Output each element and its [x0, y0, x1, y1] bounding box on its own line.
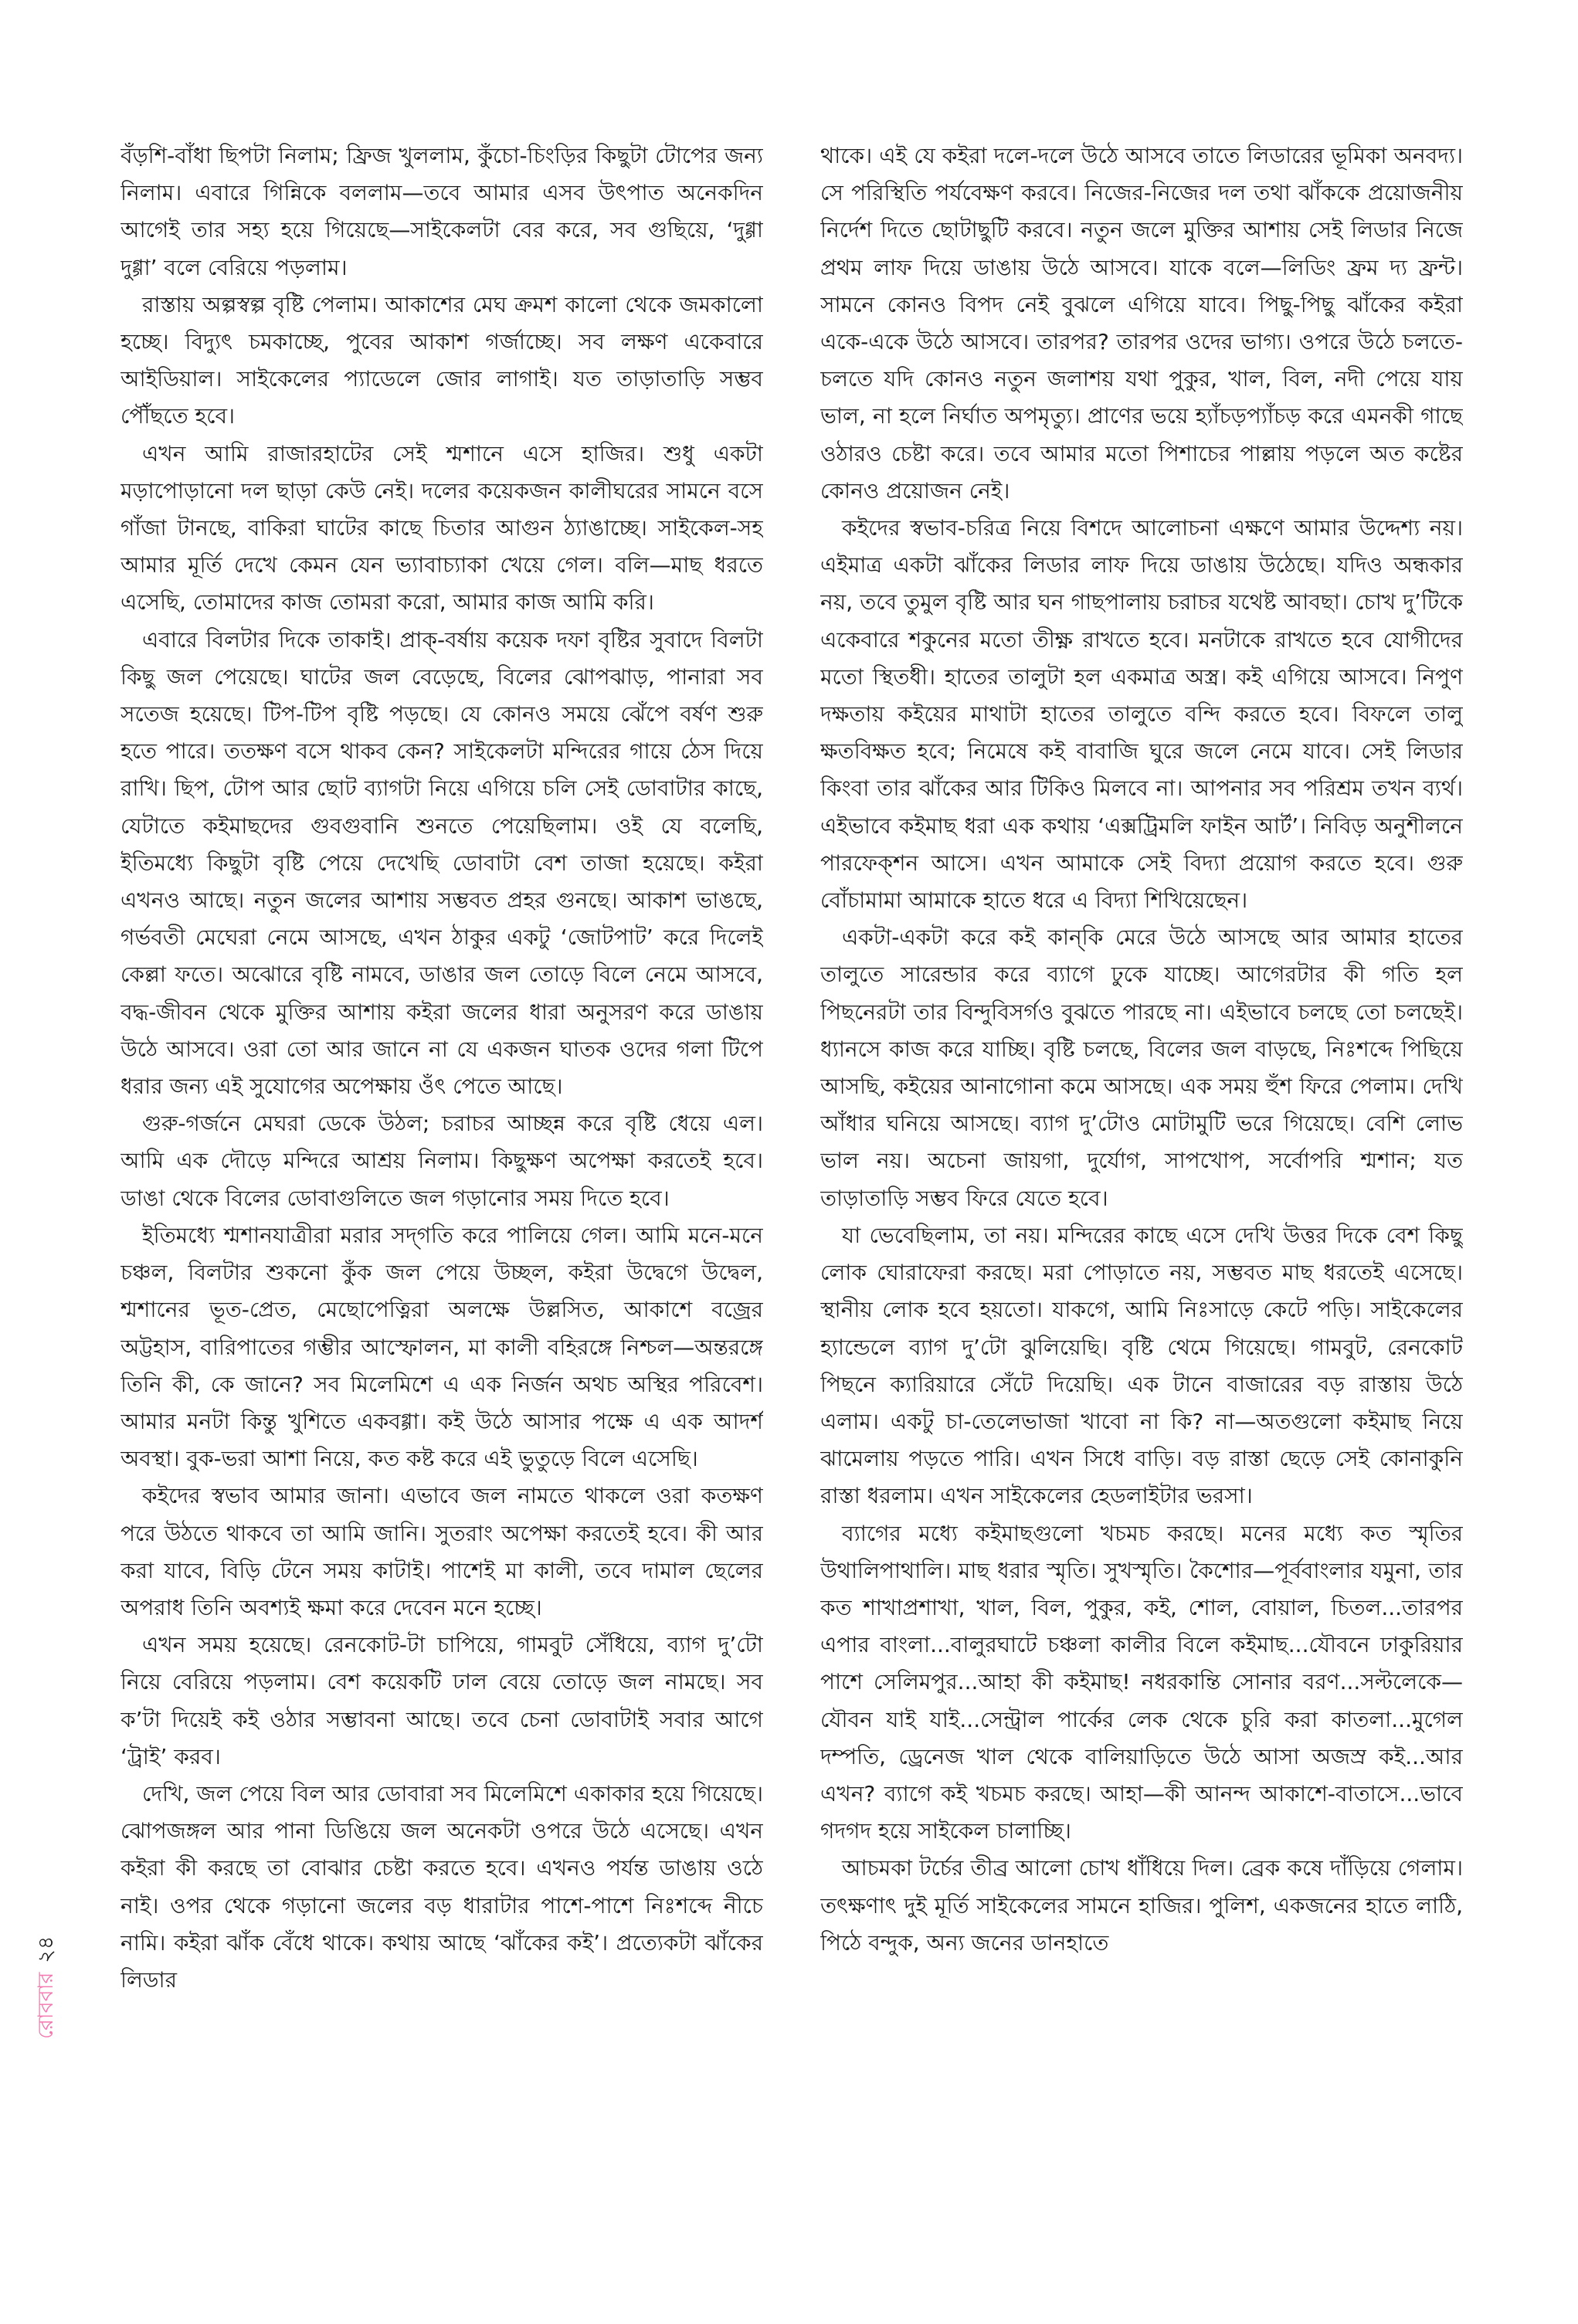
paragraph: কইদের স্বভাব আমার জানা। এভাবে জল নামতে থাকলে ওরা কতক্ষণ পরে উঠতে থাকবে তা আমি জানি। সুতরাং অপেক্ষা করতেই হবে। কী আর করা যাবে, বিড়ি টেনে সময় কাটাই। পাশেই মা কালী, তবে দামাল ছেলের অপরাধ তিনি অবশ্যই ক্ষমা করে দেবেন মনে হচ্ছে।: [120, 1483, 763, 1620]
magazine-title: রোববার: [34, 1972, 58, 2039]
paragraph: এখন সময় হয়েছে। রেনকোট-টা চাপিয়ে, গামবুট সেঁধিয়ে, ব্যাগ দু’টো নিয়ে বেরিয়ে পড়লাম। বেশ কয়েকটি ঢাল বেয়ে তোড়ে জল নামছে। সব ক’টা দিয়েই কই ওঠার সম্ভাবনা আছে। তবে চেনা ডোবাটাই সবার আগে ‘ট্রাই’ করব।: [120, 1632, 763, 1769]
paragraph: রাস্তায় অল্পস্বল্প বৃষ্টি পেলাম। আকাশের মেঘ ক্রমশ কালো থেকে জমকালো হচ্ছে। বিদ্যুৎ চমকাচ্ছে, পুবের আকাশ গর্জাচ্ছে। সব লক্ষণ একেবারে আইডিয়াল। সাইকেলের প্যাডেলে জোর লাগাই। যত তাড়াতাড়ি সম্ভব পৌঁছতে হবে।: [120, 291, 763, 429]
paragraph: এবারে বিলটার দিকে তাকাই। প্রাক্‌-বর্ষায় কয়েক দফা বৃষ্টির সুবাদে বিলটা কিছু জল পেয়েছে। ঘাটের জল বেড়েছে, বিলের ঝোপঝাড়, পানারা সব সতেজ হয়েছে। টিপ-টিপ বৃষ্টি পড়ছে। যে কোনও সময়ে ঝেঁপে বর্ষণ শুরু হতে পারে। ততক্ষণ বসে থাকব কেন? সাইকেলটা মন্দিরের গায়ে ঠেস দিয়ে রাখি। ছিপ, টোপ আর ছোট ব্যাগটা নিয়ে এগিয়ে চলি সেই ডোবাটার কাছে, যেটাতে কইমাছদের গুবগুবানি শুনতে পেয়েছিলাম। ওই যে বলেছি, ইতিমধ্যে কিছুটা বৃষ্টি পেয়ে দেখেছি ডোবাটা বেশ তাজা হয়েছে। কইরা এখনও আছে। নতুন জলের আশায় সম্ভবত প্রহর গুনছে। আকাশ ভাঙছে, গর্ভবতী মেঘেরা নেমে আসছে, এখন ঠাকুর একটু ‘জোটপাট’ করে দিলেই কেল্লা ফতে। অঝোরে বৃষ্টি নামবে, ডাঙার জল তোড়ে বিলে নেমে আসবে, বদ্ধ-জীবন থেকে মুক্তির আশায় কইরা জলের ধারা অনুসরণ করে ডাঙায় উঠে আসবে। ওরা তো আর জানে না যে একজন ঘাতক ওদের গলা টিপে ধরার জন্য এই সুযোগের অপেক্ষায় ওঁৎ পেতে আছে।: [120, 626, 763, 1100]
paragraph: বঁড়শি-বাঁধা ছিপটা নিলাম; ফ্রিজ খুললাম, কুঁচো-চিংড়ির কিছুটা টোপের জন্য নিলাম। এবারে গিন্নিকে বললাম—তবে আমার এসব উৎপাত অনেকদিন আগেই তার সহ্য হয়ে গিয়েছে—সাইকেলটা বের করে, সব গুছিয়ে, ‘দুগ্গা দুগ্গা’ বলে বেরিয়ে পড়লাম।: [120, 143, 763, 280]
left-text-column: [120, 137, 763, 2130]
paragraph: আচমকা টর্চের তীব্র আলো চোখ ধাঁধিয়ে দিল। ব্রেক কষে দাঁড়িয়ে গেলাম। তৎক্ষণাৎ দুই মূর্তি সাইকেলের সামনে হাজির। পুলিশ, একজনের হাতে লাঠি, পিঠে বন্দুক, অন্য জনের ডানহাতে: [820, 1855, 1463, 1956]
paragraph: ব্যাগের মধ্যে কইমাছগুলো খচমচ করছে। মনের মধ্যে কত স্মৃতির উথালিপাথালি। মাছ ধরার স্মৃতি। সুখস্মৃতি। কৈশোর—পূর্ববাংলার যমুনা, তার কত শাখাপ্রশাখা, খাল, বিল, পুকুর, কই, শোল, বোয়াল, চিতল...তারপর এপার বাংলা...বালুরঘাটে চঞ্চলা কালীর বিলে কইমাছ...যৌবনে ঢাকুরিয়ার পাশে সেলিমপুর...আহা কী কইমাছ! নধরকান্তি সোনার বরণ...সল্টলেকে—যৌবন যাই যাই...সেন্ট্রাল পার্কের লেক থেকে চুরি করা কাতলা...মুগেল দম্পতি, ড্রেনেজ খাল থেকে বালিয়াড়িতে উঠে আসা অজস্র কই...আর এখন? ব্যাগে কই খচমচ করছে। আহা—কী আনন্দ আকাশে-বাতাসে...ভাবে গদগদ হয়ে সাইকেল চালাচ্ছি।: [820, 1520, 1463, 1844]
paragraph: যা ভেবেছিলাম, তা নয়। মন্দিরের কাছে এসে দেখি উত্তর দিকে বেশ কিছু লোক ঘোরাফেরা করছে। মরা পোড়াতে নয়, সম্ভবত মাছ ধরতেই এসেছে। স্থানীয় লোক হবে হয়তো। যাকগে, আমি নিঃসাড়ে কেটে পড়ি। সাইকেলের হ্যান্ডেলে ব্যাগ দু’টো ঝুলিয়েছি। বৃষ্টি থেমে গিয়েছে। গামবুট, রেনকোট পিছনে ক্যারিয়ারে সেঁটে দিয়েছি। এক টানে বাজারের বড় রাস্তায় উঠে এলাম। একটু চা-তেলেভাজা খাবো না কি? না—অতগুলো কইমাছ নিয়ে ঝামেলায় পড়তে পারি। এখন সিধে বাড়ি। বড় রাস্তা ছেড়ে সেই কোনাকুনি রাস্তা ধরলাম। এখন সাইকেলের হেডলাইটার ভরসা।: [820, 1222, 1463, 1509]
paragraph: গুরু-গর্জনে মেঘরা ডেকে উঠল; চরাচর আচ্ছন্ন করে বৃষ্টি ধেয়ে এল। আমি এক দৌড়ে মন্দিরে আশ্রয় নিলাম। কিছুক্ষণ অপেক্ষা করতেই হবে। ডাঙা থেকে বিলের ডোবাগুলিতে জল গড়ানোর সময় দিতে হবে।: [120, 1111, 763, 1211]
paragraph: থাকে। এই যে কইরা দলে-দলে উঠে আসবে তাতে লিডারের ভূমিকা অনবদ্য। সে পরিস্থিতি পর্যবেক্ষণ করবে। নিজের-নিজের দল তথা ঝাঁককে প্রয়োজনীয় নির্দেশ দিতে ছোটাছুটি করবে। নতুন জলে মুক্তির আশায় সেই লিডার নিজে প্রথম লাফ দিয়ে ডাঙায় উঠে আসবে। যাকে বলে—লিডিং ফ্রম দ্য ফ্রন্ট। সামনে কোনও বিপদ নেই বুঝলে এগিয়ে যাবে। পিছু-পিছু ঝাঁকের কইরা একে-একে উঠে আসবে। তারপর? তারপর ওদের ভাগ্য। ওপরে উঠে চলতে-চলতে যদি কোনও নতুন জলাশয় যথা পুকুর, খাল, বিল, নদী পেয়ে যায় ভাল, না হলে নির্ঘাত অপমৃত্যু। প্রাণের ভয়ে হ্যাঁচড়প্যাঁচড় করে এমনকী গাছে ওঠারও চেষ্টা করে। তবে আমার মতো পিশাচের পাল্লায় পড়লে অত কষ্টের কোনও প্রয়োজন নেই।: [820, 143, 1463, 504]
paragraph: কইদের স্বভাব-চরিত্র নিয়ে বিশদে আলোচনা এক্ষণে আমার উদ্দেশ্য নয়। এইমাত্র একটা ঝাঁকের লিডার লাফ দিয়ে ডাঙায় উঠেছে। যদিও অন্ধকার নয়, তবে তুমুল বৃষ্টি আর ঘন গাছপালায় চরাচর যথেষ্ট আবছা। চোখ দু’টিকে একেবারে শকুনের মতো তীক্ষ্ণ রাখতে হবে। মনটাকে রাখতে হবে যোগীদের মতো স্থিতধী। হাতের তালুটা হল একমাত্র অস্ত্র। কই এগিয়ে আসবে। নিপুণ দক্ষতায় কইয়ের মাথাটা হাতের তালুতে বন্দি করতে হবে। বিফলে তালু ক্ষতবিক্ষত হবে; নিমেষে কই বাবাজি ঘুরে জলে নেমে যাবে। সেই লিডার কিংবা তার ঝাঁকের আর টিকিও মিলবে না। আপনার সব পরিশ্রম তখন ব্যর্থ। এইভাবে কইমাছ ধরা এক কথায় ‘এক্সট্রিমলি ফাইন আর্ট’। নিবিড় অনুশীলনে পারফেক্শন আসে। এখন আমাকে সেই বিদ্যা প্রয়োগ করতে হবে। গুরু বোঁচামামা আমাকে হাতে ধরে এ বিদ্যা শিখিয়েছেন।: [820, 515, 1463, 914]
page-number: ২৪: [34, 1936, 58, 1963]
paragraph: এখন আমি রাজারহাটের সেই শ্মশানে এসে হাজির। শুধু একটা মড়াপোড়ানো দল ছাড়া কেউ নেই। দলের কয়েকজন কালীঘরের সামনে বসে গাঁজা টানছে, বাকিরা ঘাটের কাছে চিতার আগুন ঠ্যাঙাচ্ছে। সাইকেল-সহ আমার মূর্তি দেখে কেমন যেন ভ্যাবাচ্যাকা খেয়ে গেল। বলি—মাছ ধরতে এসেছি, তোমাদের কাজ তোমরা করো, আমার কাজ আমি করি।: [120, 440, 763, 616]
paragraph: দেখি, জল পেয়ে বিল আর ডোবারা সব মিলেমিশে একাকার হয়ে গিয়েছে। ঝোপজঙ্গল আর পানা ডিঙিয়ে জল অনেকটা ওপরে উঠে এসেছে। এখন কইরা কী করছে তা বোঝার চেষ্টা করতে হবে। এখনও পর্যন্ত ডাঙায় ওঠে নাই। ওপর থেকে গড়ানো জলের বড় ধারাটার পাশে-পাশে নিঃশব্দে নীচে নামি। কইরা ঝাঁক বেঁধে থাকে। কথায় আছে ‘ঝাঁকের কই’। প্রত্যেকটা ঝাঁকের লিডার: [120, 1780, 763, 1993]
page-folio: [29, 1892, 63, 2039]
paragraph: একটা-একটা করে কই কান্‌কি মেরে উঠে আসছে আর আমার হাতের তালুতে সারেন্ডার করে ব্যাগে ঢুকে যাচ্ছে। আগেরটার কী গতি হল পিছনেরটা তার বিন্দুবিসর্গও বুঝতে পারছে না। এইভাবে চলছে তো চলছেই। ধ্যানসে কাজ করে যাচ্ছি। বৃষ্টি চলছে, বিলের জল বাড়ছে, নিঃশব্দে পিছিয়ে আসছি, কইয়ের আনাগোনা কমে আসছে। এক সময় হুঁশ ফিরে পেলাম। দেখি আঁধার ঘনিয়ে আসছে। ব্যাগ দু’টোও মোটামুটি ভরে গিয়েছে। বেশি লোভ ভাল নয়। অচেনা জায়গা, দুর্যোগ, সাপখোপ, সর্বোপরি শ্মশান; যত তাড়াতাড়ি সম্ভব ফিরে যেতে হবে।: [820, 925, 1463, 1211]
paragraph: ইতিমধ্যে শ্মশানযাত্রীরা মরার সদ্‌গতি করে পালিয়ে গেল। আমি মনে-মনে চঞ্চল, বিলটার শুকনো কুঁক জল পেয়ে উচ্ছল, কইরা উদ্বেগে উদ্বেল, শ্মশানের ভূত-প্রেত, মেছোপেত্নিরা অলক্ষে উল্লসিত, আকাশে বজ্রের অট্টহাস, বারিপাতের গম্ভীর আস্ফোলন, মা কালী বহিরঙ্গে নিশ্চল—অন্তরঙ্গে তিনি কী, কে জানে? সব মিলেমিশে এ এক নির্জন অথচ অস্থির পরিবেশ। আমার মনটা কিন্তু খুশিতে একবগ্গা। কই উঠে আসার পক্ষে এ এক আদর্শ অবস্থা। বুক-ভরা আশা নিয়ে, কত কষ্ট করে এই ভুতুড়ে বিলে এসেছি।: [120, 1222, 763, 1472]
right-text-column: [820, 137, 1463, 2130]
